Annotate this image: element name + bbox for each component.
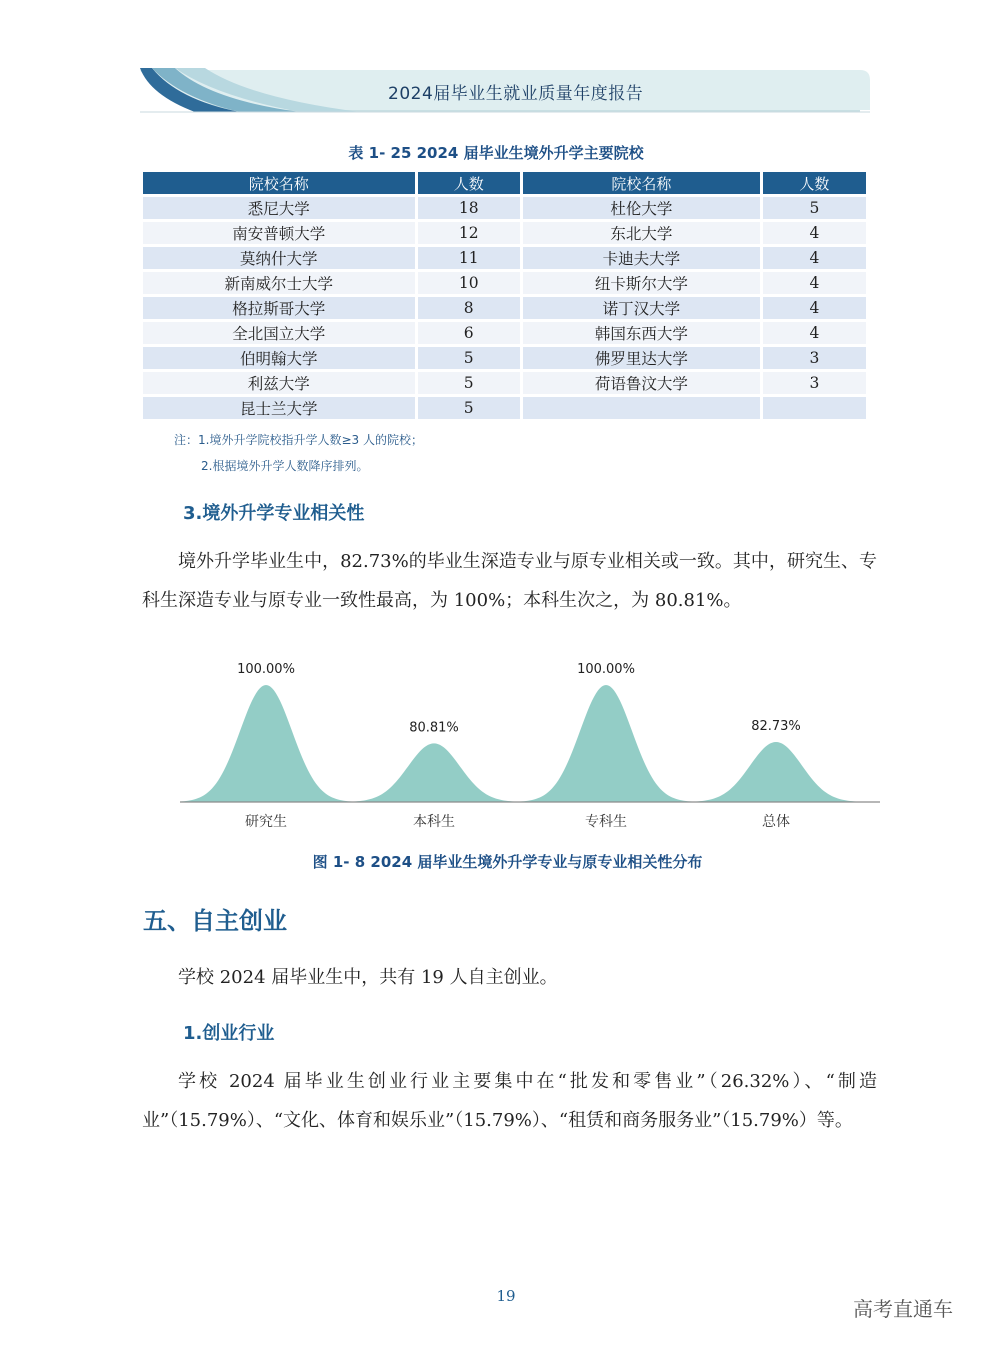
watermark: 高考直通车 bbox=[853, 1297, 953, 1321]
section5-subheading: 1.创业行业 bbox=[183, 1023, 275, 1044]
table-row bbox=[143, 372, 866, 394]
chart-peak-3 bbox=[520, 685, 692, 802]
table-row bbox=[143, 272, 866, 294]
table-row bbox=[143, 322, 866, 344]
section5-intro: 学校 2024 届毕业生中，共有 19 人自主创业。 bbox=[178, 967, 558, 988]
student-count: 3 bbox=[763, 372, 866, 394]
school-name bbox=[523, 397, 760, 419]
table-row bbox=[143, 347, 866, 369]
school-name: 悉尼大学 bbox=[143, 197, 415, 219]
student-count: 11 bbox=[418, 247, 520, 269]
school-name: 南安普顿大学 bbox=[143, 222, 415, 244]
student-count: 10 bbox=[418, 272, 520, 294]
page-number: 19 bbox=[496, 1287, 516, 1305]
table-caption: 表 1- 25 2024 届毕业生境外升学主要院校 bbox=[348, 144, 644, 162]
col-header-count-2: 人数 bbox=[763, 172, 866, 194]
chart-data-label: 80.81% bbox=[409, 720, 459, 736]
school-name: 新南威尔士大学 bbox=[143, 272, 415, 294]
chart-category-label: 研究生 bbox=[245, 814, 287, 830]
chart-category-label: 专科生 bbox=[585, 814, 627, 830]
student-count: 18 bbox=[418, 197, 520, 219]
school-name: 格拉斯哥大学 bbox=[143, 297, 415, 319]
section5-heading: 五、自主创业 bbox=[143, 907, 287, 935]
schools-table bbox=[140, 169, 869, 422]
student-count: 4 bbox=[763, 297, 866, 319]
chart-data-label: 82.73% bbox=[751, 718, 801, 734]
school-name: 利兹大学 bbox=[143, 372, 415, 394]
table-row bbox=[143, 247, 866, 269]
chart-category-label: 总体 bbox=[762, 814, 790, 830]
school-name: 韩国东西大学 bbox=[523, 322, 760, 344]
chart-data-label: 100.00% bbox=[237, 662, 295, 677]
table-note-1: 注：1.境外升学院校指升学人数≥3 人的院校； bbox=[174, 433, 423, 447]
table-row bbox=[143, 297, 866, 319]
header-title: 2024届毕业生就业质量年度报告 bbox=[388, 84, 644, 104]
table-note-2: 2.根据境外升学人数降序排列。 bbox=[201, 459, 369, 473]
school-name: 东北大学 bbox=[523, 222, 760, 244]
student-count: 8 bbox=[418, 297, 520, 319]
table-row bbox=[143, 222, 866, 244]
chart-peak-1 bbox=[180, 685, 352, 802]
school-name: 荷语鲁汶大学 bbox=[523, 372, 760, 394]
school-name: 伯明翰大学 bbox=[143, 347, 415, 369]
school-name: 杜伦大学 bbox=[523, 197, 760, 219]
student-count: 4 bbox=[763, 272, 866, 294]
relevance-chart bbox=[170, 650, 890, 840]
chart-category-label: 本科生 bbox=[413, 814, 455, 830]
student-count bbox=[763, 397, 866, 419]
school-name: 纽卡斯尔大学 bbox=[523, 272, 760, 294]
student-count: 5 bbox=[418, 372, 520, 394]
student-count: 3 bbox=[763, 347, 866, 369]
school-name: 卡迪夫大学 bbox=[523, 247, 760, 269]
col-header-school-2: 院校名称 bbox=[523, 172, 760, 194]
section3-heading: 3.境外升学专业相关性 bbox=[183, 503, 365, 524]
student-count: 5 bbox=[763, 197, 866, 219]
page-header bbox=[0, 0, 992, 120]
table-row bbox=[143, 397, 866, 419]
table-header-row bbox=[143, 172, 866, 194]
section5-paragraph: 学校 2024 届毕业生创业行业主要集中在“批发和零售业”（26.32%）、“制造业”（15.79%）、“文化、体育和娱乐业”（15.79%）、“租赁和商务服务业”（15.79%）等。 bbox=[142, 1071, 877, 1131]
section3-paragraph: 境外升学毕业生中，82.73%的毕业生深造专业与原专业相关或一致。其中，研究生、专科生深造专业与原专业一致性最高，为 100%；本科生次之，为 80.81%。 bbox=[142, 551, 877, 611]
student-count: 4 bbox=[763, 322, 866, 344]
chart-peak-2 bbox=[348, 743, 520, 802]
school-name: 全北国立大学 bbox=[143, 322, 415, 344]
school-name: 昆士兰大学 bbox=[143, 397, 415, 419]
student-count: 5 bbox=[418, 397, 520, 419]
student-count: 6 bbox=[418, 322, 520, 344]
school-name: 佛罗里达大学 bbox=[523, 347, 760, 369]
table-row bbox=[143, 197, 866, 219]
chart-peak-4 bbox=[690, 742, 862, 802]
col-header-count-1: 人数 bbox=[418, 172, 520, 194]
student-count: 4 bbox=[763, 222, 866, 244]
col-header-school-1: 院校名称 bbox=[143, 172, 415, 194]
school-name: 莫纳什大学 bbox=[143, 247, 415, 269]
student-count: 5 bbox=[418, 347, 520, 369]
chart-data-label: 100.00% bbox=[577, 662, 635, 677]
student-count: 12 bbox=[418, 222, 520, 244]
figure-caption: 图 1- 8 2024 届毕业生境外升学专业与原专业相关性分布 bbox=[312, 853, 703, 871]
student-count: 4 bbox=[763, 247, 866, 269]
school-name: 诺丁汉大学 bbox=[523, 297, 760, 319]
